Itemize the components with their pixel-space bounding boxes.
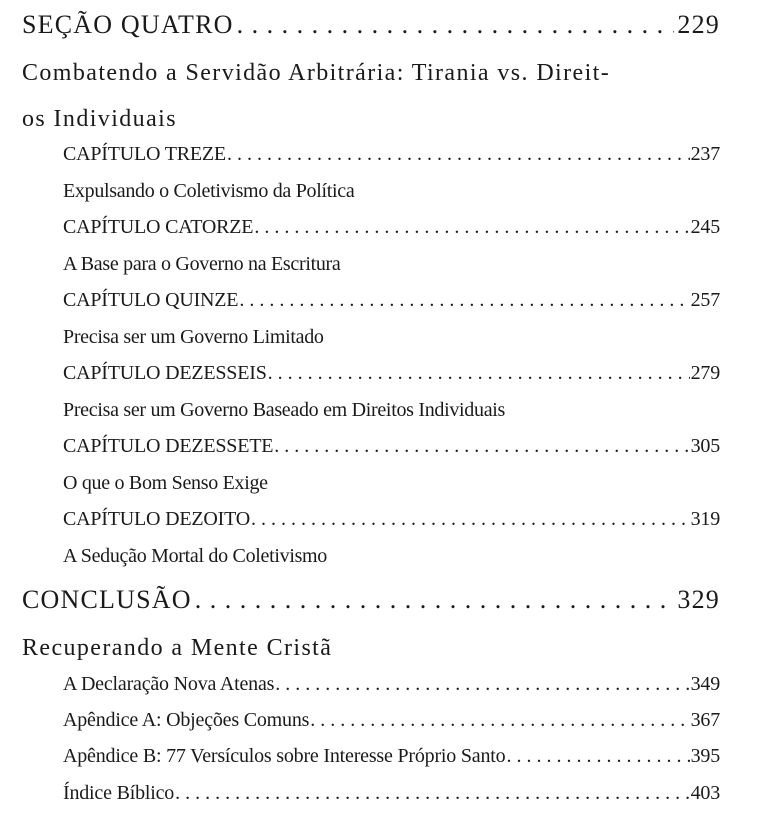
chapter-description: O que o Bom Senso Exige [63, 472, 268, 494]
chapter-label: CAPÍTULO TREZE [63, 143, 226, 165]
leader-dots [506, 745, 689, 768]
chapter-label: CAPÍTULO DEZESSEIS [63, 362, 267, 384]
toc-entry-apendice-b[interactable] [63, 745, 720, 768]
chapter-page-number: 319 [690, 508, 720, 530]
leader-dots [239, 289, 689, 312]
entry-label: Índice Bíblico [63, 782, 175, 804]
section-subtitle-line1: Combatendo a Servidão Arbitrária: Tirania vs. Direit- [22, 60, 611, 86]
leader-dots [275, 673, 689, 696]
entry-label: Apêndice B: 77 Versículos sobre Interesse Próprio Santo [63, 745, 506, 767]
entry-page-number: 395 [690, 745, 720, 767]
toc-entry-capitulo-catorze[interactable] [63, 216, 720, 239]
section-heading-secao-quatro[interactable] [22, 10, 720, 40]
toc-entry-indice-biblico[interactable] [63, 782, 720, 805]
section-page-number: 329 [677, 585, 720, 614]
chapter-label: CAPÍTULO DEZOITO [63, 508, 250, 530]
toc-entry-capitulo-dezesseis[interactable] [63, 362, 720, 385]
leader-dots [237, 10, 675, 40]
section-subtitle-line2: os Individuais [22, 106, 177, 132]
chapter-description: A Sedução Mortal do Coletivismo [63, 545, 328, 567]
entry-label: Apêndice A: Objeções Comuns [63, 709, 310, 731]
leader-dots [254, 216, 689, 239]
chapter-label: CAPÍTULO CATORZE [63, 216, 254, 238]
leader-dots [268, 362, 690, 385]
toc-entry-declaracao[interactable] [63, 673, 720, 696]
chapter-page-number: 305 [690, 435, 720, 457]
chapter-description: Precisa ser um Governo Limitado [63, 326, 324, 348]
leader-dots [274, 435, 689, 458]
section-title: CONCLUSÃO [22, 585, 192, 614]
toc-entry-capitulo-treze[interactable] [63, 143, 720, 166]
toc-entry-apendice-a[interactable] [63, 709, 720, 732]
section-page-number: 229 [677, 10, 720, 39]
entry-label: A Declaração Nova Atenas [63, 673, 275, 695]
entry-page-number: 367 [690, 709, 720, 731]
entry-page-number: 349 [690, 673, 720, 695]
toc-entry-capitulo-dezoito[interactable] [63, 508, 720, 531]
section-subtitle-line1: Recuperando a Mente Cristã [22, 635, 333, 661]
leader-dots [251, 508, 690, 531]
toc-entry-capitulo-dezessete[interactable] [63, 435, 720, 458]
leader-dots [310, 709, 689, 732]
chapter-page-number: 245 [690, 216, 720, 238]
chapter-page-number: 279 [690, 362, 720, 384]
entry-page-number: 403 [690, 782, 720, 804]
chapter-description: Expulsando o Coletivismo da Política [63, 180, 355, 202]
chapter-label: CAPÍTULO DEZESSETE [63, 435, 274, 457]
chapter-description: A Base para o Governo na Escritura [63, 253, 341, 275]
chapter-page-number: 257 [690, 289, 720, 311]
chapter-description: Precisa ser um Governo Baseado em Direitos Individuais [63, 399, 506, 421]
section-title: SEÇÃO QUATRO [22, 10, 234, 39]
section-heading-conclusao[interactable] [22, 585, 720, 615]
leader-dots [175, 782, 690, 805]
chapter-page-number: 237 [690, 143, 720, 165]
chapter-label: CAPÍTULO QUINZE [63, 289, 239, 311]
leader-dots [195, 585, 675, 615]
leader-dots [227, 143, 690, 166]
toc-entry-capitulo-quinze[interactable] [63, 289, 720, 312]
